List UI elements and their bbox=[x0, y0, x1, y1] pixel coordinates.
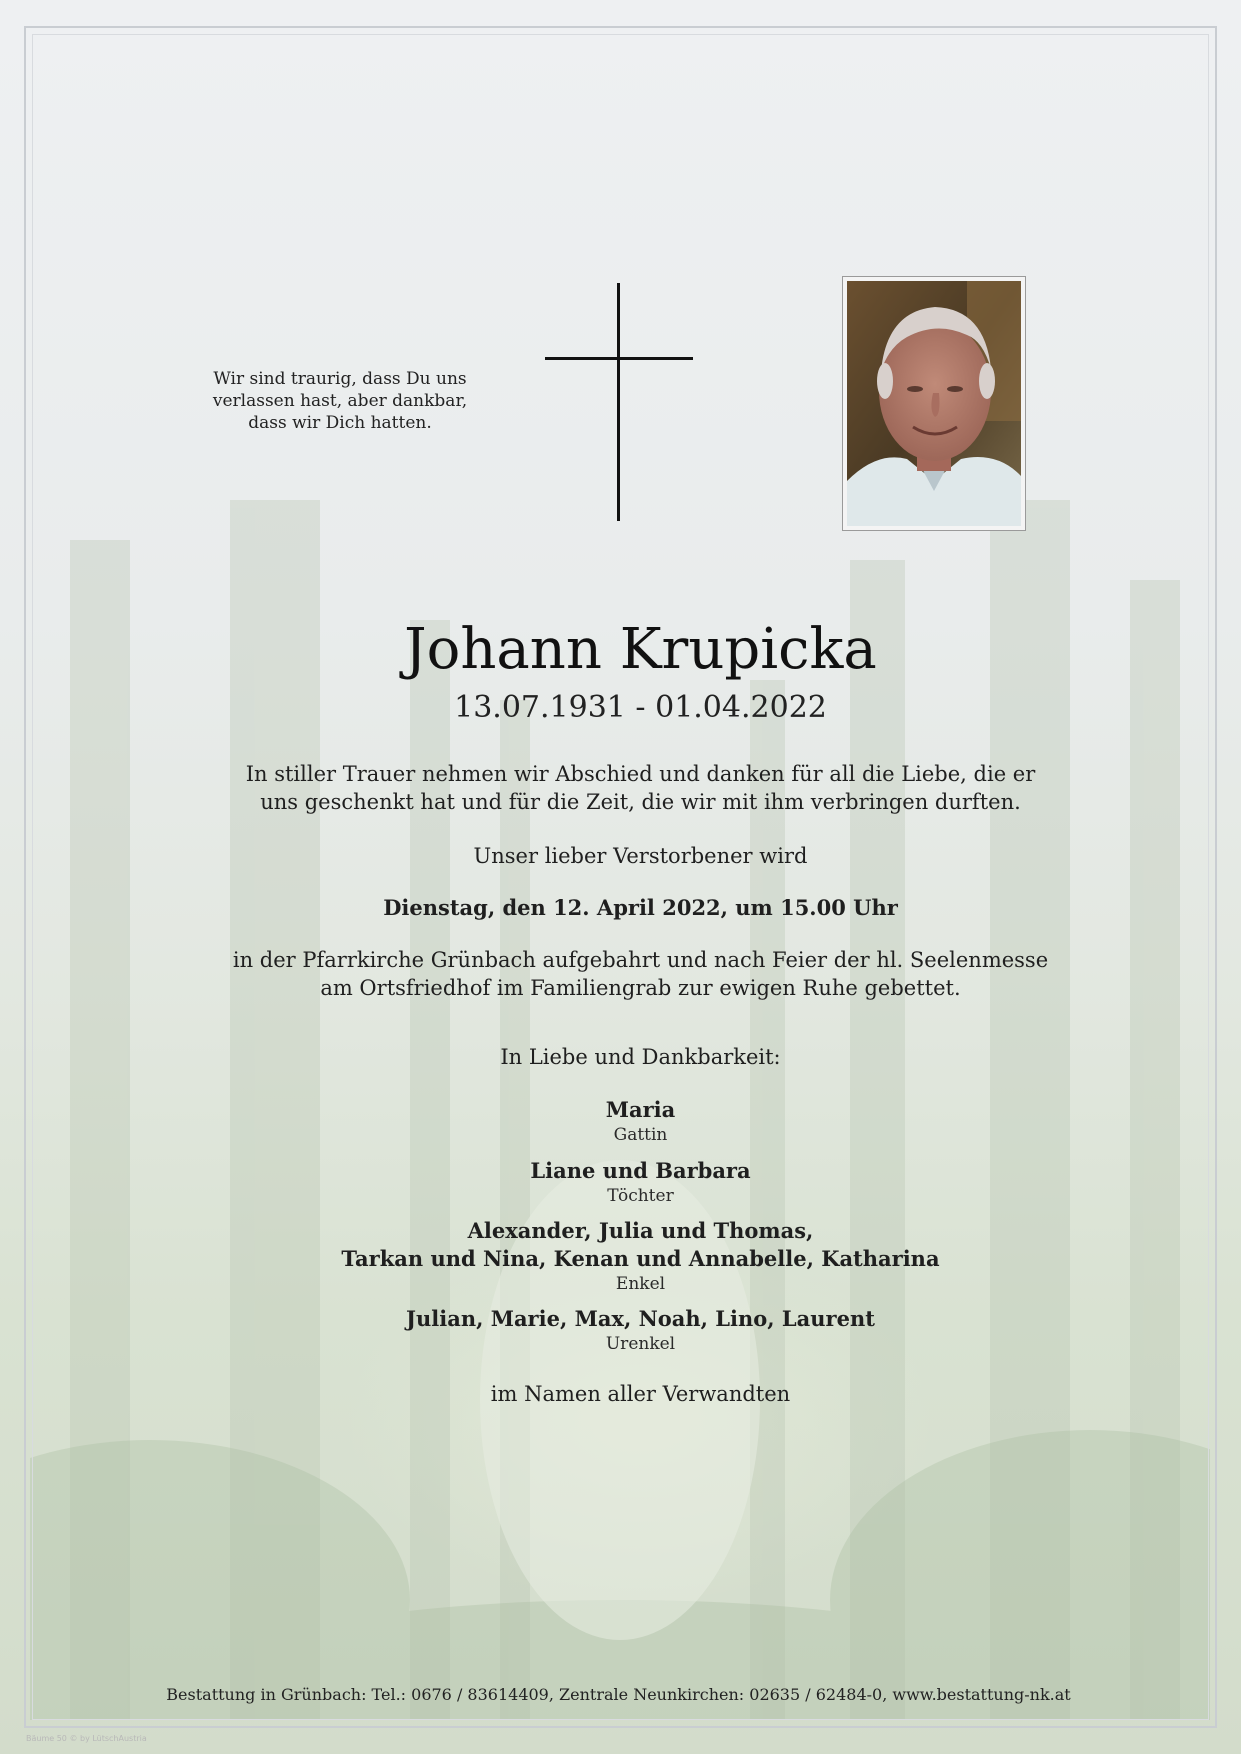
cross-vertical-bar bbox=[617, 283, 620, 521]
mourner-role: Enkel bbox=[615, 1274, 666, 1294]
cross-icon bbox=[545, 283, 693, 521]
mourner-names: Maria bbox=[605, 1097, 676, 1122]
text-line: am Ortsfriedhof im Familiengrab zur ewigen Ruhe gebettet. bbox=[320, 976, 961, 1000]
image-credit: Bäume 50 © by LütschAustria bbox=[26, 1734, 147, 1743]
mourner-names: Liane und Barbara bbox=[530, 1158, 751, 1183]
mourner-group bbox=[0, 1305, 1241, 1355]
announce-text: Unser lieber Verstorbener wird bbox=[473, 844, 808, 868]
funeral-date-time: Dienstag, den 12. April 2022, um 15.00 Uhr bbox=[383, 895, 898, 920]
funeral-home-contact: Bestattung in Grünbach: Tel.: 0676 / 83614409, Zentrale Neunkirchen: 02635 / 62484-0, www.bestattung-nk.at bbox=[166, 1685, 1071, 1704]
portrait-photo bbox=[847, 281, 1021, 526]
mourner-names: Alexander, Julia und Thomas, bbox=[467, 1218, 814, 1243]
life-dates: 13.07.1931 - 01.04.2022 bbox=[454, 690, 827, 725]
intro-paragraph bbox=[0, 760, 1241, 816]
closing-text: im Namen aller Verwandten bbox=[490, 1382, 791, 1406]
mourner-group bbox=[0, 1157, 1241, 1207]
portrait-frame bbox=[842, 276, 1026, 531]
mourner-role: Gattin bbox=[613, 1125, 668, 1145]
mourner-role: Urenkel bbox=[605, 1334, 676, 1354]
text-line: In stiller Trauer nehmen wir Abschied und danken für all die Liebe, die er bbox=[245, 762, 1036, 786]
mourner-names: Tarkan und Nina, Kenan und Annabelle, Katharina bbox=[341, 1246, 940, 1271]
mourner-group bbox=[0, 1217, 1241, 1295]
memorial-quote bbox=[190, 368, 490, 434]
mourner-role: Töchter bbox=[607, 1186, 674, 1206]
mourner-group bbox=[0, 1096, 1241, 1146]
cross-horizontal-bar bbox=[545, 357, 693, 360]
text-line: in der Pfarrkirche Grünbach aufgebahrt und nach Feier der hl. Seelenmesse bbox=[232, 948, 1049, 972]
quote-line: verlassen hast, aber dankbar, bbox=[212, 391, 468, 411]
deceased-name: Johann Krupicka bbox=[404, 617, 877, 682]
quote-line: Wir sind traurig, dass Du uns bbox=[213, 369, 467, 389]
gratitude-text: In Liebe und Dankbarkeit: bbox=[500, 1045, 781, 1069]
quote-line: dass wir Dich hatten. bbox=[248, 413, 432, 433]
ceremony-paragraph bbox=[0, 946, 1241, 1002]
text-line: uns geschenkt hat und für die Zeit, die wir mit ihm verbringen durften. bbox=[260, 790, 1021, 814]
mourner-names: Julian, Marie, Max, Noah, Lino, Laurent bbox=[406, 1306, 875, 1331]
